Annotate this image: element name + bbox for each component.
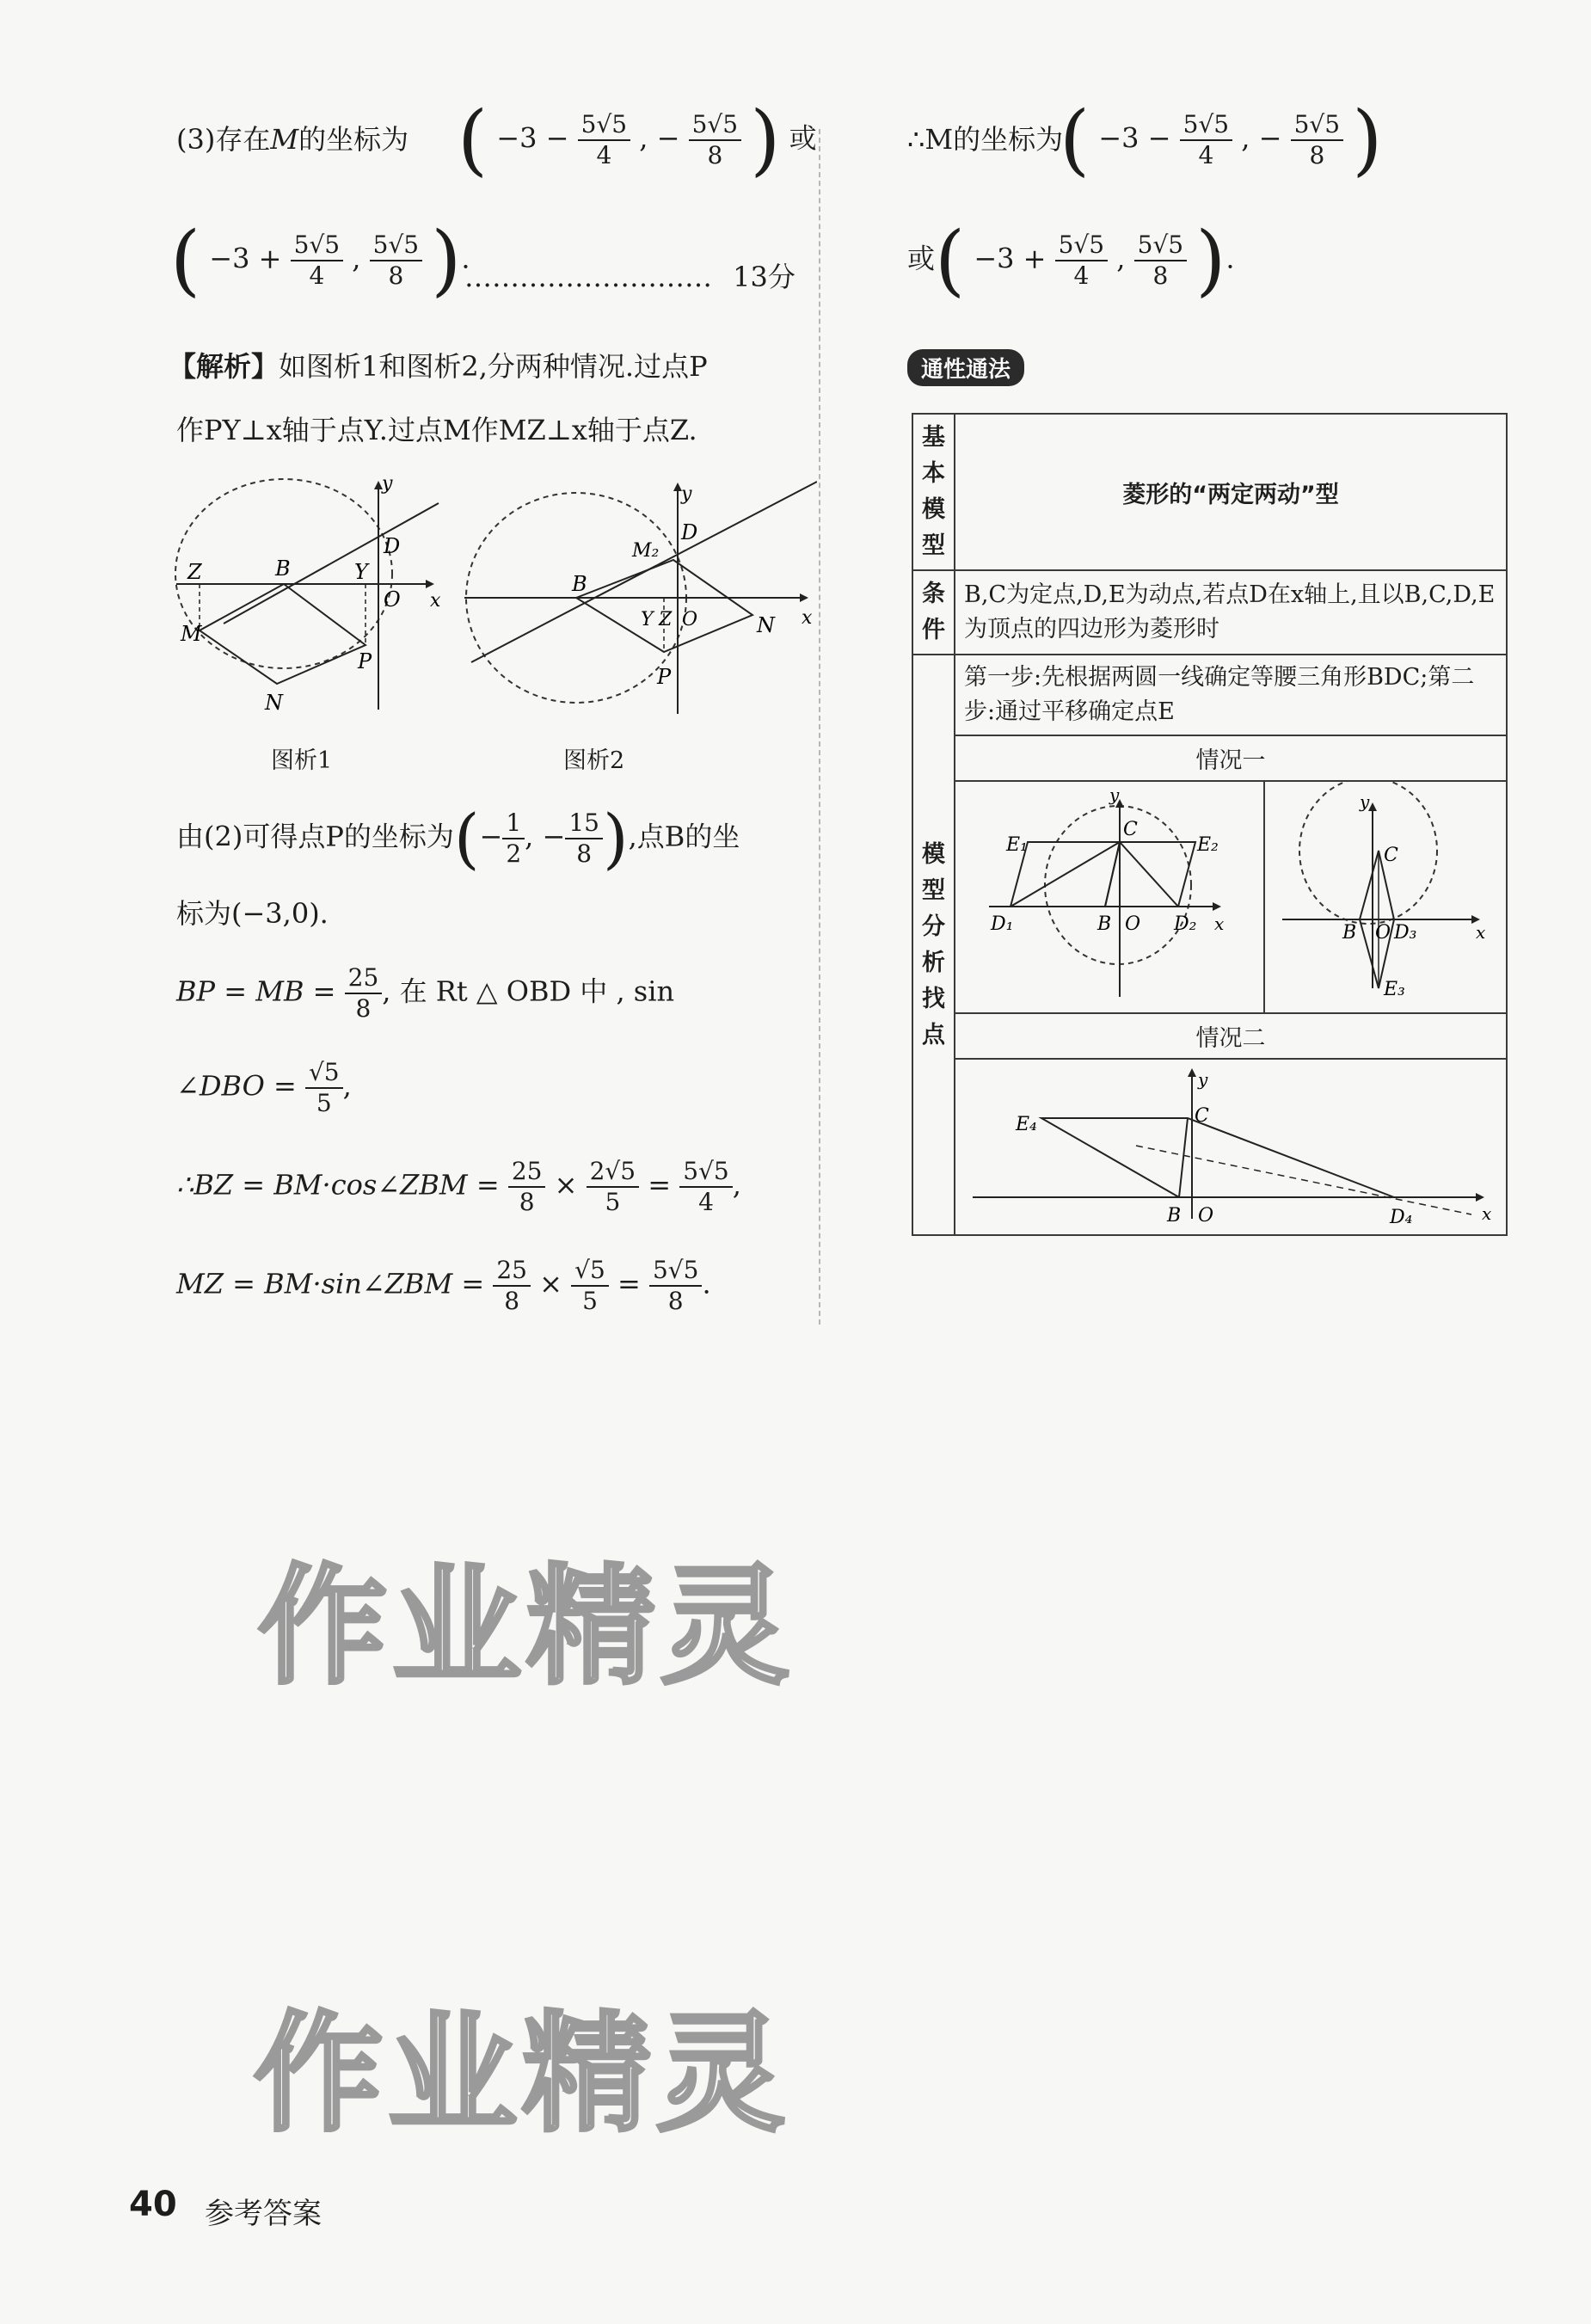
right-coord1: ( −3 − $\frac{5√5}{4}$ , − $\frac{5√5}{8}$ ): [1060, 95, 1383, 185]
coord1-minus3: −3 −: [496, 121, 569, 155]
figure-2: [464, 477, 817, 727]
part3-intro: (3)存在: [176, 123, 271, 156]
case1b-figure-cell: [1265, 782, 1506, 1012]
svg-text:O: O: [1198, 1205, 1214, 1227]
fig1-label-y-point: Y: [354, 560, 368, 584]
svg-text:y: y: [1198, 1069, 1208, 1090]
p-coord-line: 由(2)可得点P的坐标为(− $\frac{1}{2}$ , − $\frac{15}{8}$ ),点B的坐: [176, 800, 740, 876]
svg-text:D₁: D₁: [991, 913, 1014, 935]
fig1-caption: 图析1: [271, 747, 333, 774]
fig2-label-n: N: [757, 613, 775, 637]
table-head-analysis: 模型分析找点: [912, 655, 955, 1235]
fig2-label-z: Z: [659, 609, 673, 630]
svg-text:y: y: [1360, 791, 1370, 812]
model-table: [912, 413, 1508, 1236]
watermark-1: 作业精灵: [258, 1552, 796, 1702]
therefore-line1: [907, 120, 1063, 158]
table-condition: B,C为定点,D,E为动点,若点D在x轴上,且以B,C,D,E为顶点的四边形为菱形时: [955, 570, 1507, 655]
table-case2-figure-cell: [955, 1059, 1507, 1235]
score-line: [464, 258, 796, 296]
svg-text:C: C: [1384, 845, 1398, 866]
coord1-frac-x: $\frac{5√5}{4}$: [578, 110, 630, 170]
p-frac2: $\frac{15}{8}$: [565, 808, 603, 869]
svg-text:E₃: E₃: [1384, 979, 1405, 1000]
coord1-frac-y: $\frac{5√5}{8}$: [689, 110, 741, 170]
svg-text:y: y: [1109, 784, 1120, 805]
fig2-label-d: D: [681, 520, 698, 544]
svg-text:B: B: [1342, 922, 1357, 944]
fig2-label-x: x: [802, 607, 813, 629]
bp-line: [176, 963, 674, 1024]
case1a-figure: [980, 782, 1238, 1007]
svg-text:E₄: E₄: [1016, 1114, 1037, 1135]
svg-text:D₄: D₄: [1390, 1207, 1413, 1228]
table-steps: 第一步:先根据两圆一线确定等腰三角形BDC;第二步:通过平移确定点E: [955, 655, 1507, 735]
dbo-label: ∠DBO =: [176, 1069, 297, 1103]
table-model-title: 菱形的“两定两动”型: [955, 414, 1507, 570]
dbo-line: ∠DBO = $\frac{√5}{5}$ ,: [176, 1058, 352, 1117]
fig1-label-n: N: [265, 691, 283, 715]
page-number: 40: [129, 2185, 177, 2224]
column-divider: [819, 129, 820, 1325]
bp-rest: , 在 Rt △ OBD 中 , sin: [382, 974, 675, 1008]
svg-text:x: x: [1476, 922, 1486, 943]
or-text: 或: [789, 121, 817, 155]
svg-text:E₁: E₁: [1006, 834, 1028, 856]
fig1-label-o: O: [384, 587, 401, 612]
table-head-model: 基本模型: [912, 414, 955, 570]
svg-text:D₂: D₂: [1174, 913, 1197, 935]
jiexi-text1: 如图析1和图析2,分两种情况.过点P: [279, 350, 708, 383]
figure-1: [172, 477, 456, 727]
svg-text:D₃: D₃: [1394, 922, 1417, 944]
case1a-figure-cell: [955, 782, 1265, 1012]
table-case2: 情况二: [955, 1013, 1507, 1059]
part3-coord2: ( −3 + $\frac{5√5}{4}$ , $\frac{5√5}{8}$ ).: [170, 215, 470, 305]
therefore-text: ∴M的坐标为: [907, 123, 1064, 156]
jiexi-line1: [169, 347, 708, 385]
svg-text:C: C: [1123, 819, 1138, 840]
svg-text:E₂: E₂: [1197, 834, 1219, 856]
fig2-label-m2: M₂: [632, 540, 660, 562]
fig1-label-m: M: [181, 622, 202, 646]
svg-text:B: B: [1167, 1205, 1182, 1227]
mz-label: MZ = BM·sin∠ZBM =: [176, 1267, 485, 1300]
case2-rhombus: [1041, 1118, 1394, 1197]
fig1-label-b: B: [275, 556, 291, 581]
bz-label: ∴BZ = BM·cos∠ZBM =: [176, 1168, 500, 1202]
fig1-label-p: P: [358, 649, 372, 673]
right-coord2: 或( −3 + $\frac{5√5}{4}$ , $\frac{5√5}{8}$ ).: [907, 215, 1235, 305]
bp-frac: $\frac{25}{8}$: [345, 963, 383, 1024]
mz-line: MZ = BM·sin∠ZBM = $\frac{25}{8}$ × $\frac{√5}{5}$ = $\frac{5√5}{8}$ .: [176, 1256, 711, 1315]
table-head-condition: 条件: [912, 570, 955, 655]
svg-text:O: O: [1125, 913, 1141, 935]
fig2-label-y-point: Y: [641, 609, 654, 630]
b-coord-line: 标为(−3,0).: [176, 897, 329, 930]
case1b-figure: [1265, 782, 1506, 1007]
fig2-label-p: P: [657, 665, 672, 689]
jiexi-text2: 作PY⊥x轴于点Y.过点M作MZ⊥x轴于点Z.: [176, 414, 697, 446]
p-coord-suffix: ,点B的坐: [628, 820, 740, 853]
table-case1: 情况一: [955, 735, 1507, 781]
fig2-label-y: y: [681, 483, 692, 505]
svg-text:C: C: [1195, 1105, 1209, 1127]
jiexi-line2: [176, 411, 697, 449]
coord2-plus3: −3 +: [209, 242, 282, 275]
coord1-comma: , −: [639, 121, 680, 155]
fig1-line: [224, 503, 439, 624]
dbo-frac: $\frac{√5}{5}$: [305, 1058, 343, 1118]
jiexi-tag: 【解析】: [169, 350, 280, 383]
svg-text:O: O: [1375, 922, 1391, 944]
part3-coord-label: 的坐标为: [298, 123, 409, 156]
fig1-label-x: x: [430, 590, 441, 612]
fig1-label-d: D: [384, 534, 401, 558]
bz-line: ∴BZ = BM·cos∠ZBM = $\frac{25}{8}$ × $\frac{2√5}{5}$ = $\frac{5√5}{4}$ ,: [176, 1157, 741, 1216]
fig2-label-o: O: [682, 609, 698, 630]
svg-text:B: B: [1097, 913, 1112, 935]
score-dots: ………………………: [464, 261, 712, 293]
method-badge: 通性通法: [907, 349, 1024, 386]
fig1-label-y: y: [382, 477, 393, 495]
part3-m: M: [270, 123, 299, 156]
part3-coord1: ( −3 − $\frac{5√5}{4}$ , − $\frac{5√5}{8}$ ) 或: [458, 95, 817, 185]
svg-text:x: x: [1482, 1203, 1492, 1224]
p-frac1: $\frac{1}{2}$: [502, 808, 525, 869]
footer-title: 参考答案: [205, 2197, 322, 2231]
fig1-label-z: Z: [187, 560, 202, 584]
watermark-2: 作业精灵: [254, 2000, 791, 2149]
coord2-frac-y: $\frac{5√5}{8}$: [370, 231, 422, 291]
fig2-caption: 图析2: [563, 747, 625, 774]
fig1-rhombus: [200, 584, 366, 684]
coord2-frac-x: $\frac{5√5}{4}$: [291, 231, 343, 291]
score: 13分: [733, 261, 796, 293]
case2-figure: [955, 1060, 1506, 1228]
table-case1-figures: [955, 781, 1507, 1013]
fig2-label-b: B: [572, 572, 587, 596]
part3-line1: [176, 120, 408, 158]
svg-text:x: x: [1214, 913, 1225, 934]
bp-label: BP = MB =: [176, 974, 336, 1008]
p-coord-prefix: 由(2)可得点P的坐标为: [176, 820, 454, 853]
